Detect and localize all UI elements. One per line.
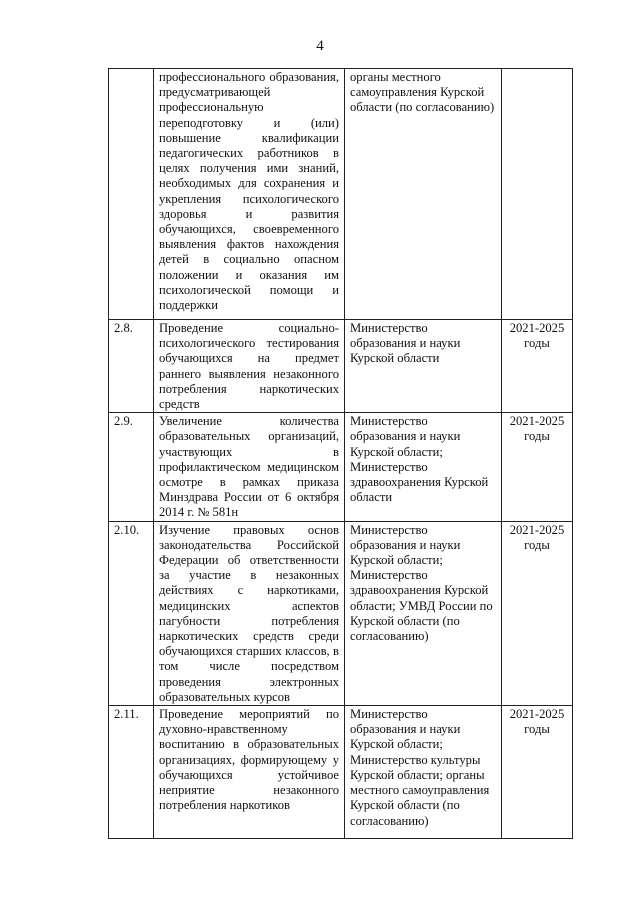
implementation-period: 2021-2025 годы	[502, 413, 573, 521]
implementation-period: 2021-2025 годы	[502, 521, 573, 705]
measure-description: профессионального образования, предусматривающей профессиональную переподготовку и (или) повышение квалификации педагогических работников в целях получения ими знаний, необходимых для сохранения и укрепления психологического здоровья и развития обучающихся, своевременного выявления фактов нахождения детей в социально опасном положении и оказания им психологической помощи и поддержки	[154, 69, 345, 320]
measure-description: Увеличение количества образовательных организаций, участвующих в профилактическом медицинском осмотре в рамках приказа Минздрава России от 6 октября 2014 г. № 581н	[154, 413, 345, 521]
page-number: 4	[316, 38, 324, 54]
table-row	[109, 320, 573, 413]
row-number: 2.8.	[109, 320, 154, 413]
table-row	[109, 69, 573, 320]
table-row	[109, 413, 573, 521]
implementation-period: 2021-2025 годы	[502, 320, 573, 413]
measure-description: Проведение социально-психологического тестирования обучающихся на предмет раннего выявления незаконного потребления наркотических средств	[154, 320, 345, 413]
row-number	[109, 69, 154, 320]
implementation-period	[502, 69, 573, 320]
implementation-period: 2021-2025 годы	[502, 706, 573, 839]
responsible-executors: Министерство образования и науки Курской области; Министерство здравоохранения Курской области; УМВД России по Курской области (по согласованию)	[345, 521, 502, 705]
table-row	[109, 521, 573, 705]
measure-description: Проведение мероприятий по духовно-нравственному воспитанию в образовательных организациях, формирующему у обучающихся устойчивое неприятие незаконного потребления наркотиков	[154, 706, 345, 839]
table-row	[109, 706, 573, 839]
measure-description: Изучение правовых основ законодательства Российской Федерации об ответственности за участие в незаконных действиях с наркотиками, медицинских аспектов пагубности потребления наркотических средств среди обучающихся старших классов, в том числе посредством проведения электронных образовательных курсов	[154, 521, 345, 705]
row-number: 2.11.	[109, 706, 154, 839]
row-number: 2.10.	[109, 521, 154, 705]
responsible-executors: Министерство образования и науки Курской области; Министерство культуры Курской области; органы местного самоуправления Курской области (по согласованию)	[345, 706, 502, 839]
responsible-executors: Министерство образования и науки Курской области	[345, 320, 502, 413]
row-number: 2.9.	[109, 413, 154, 521]
measures-table	[108, 68, 573, 839]
responsible-executors: органы местного самоуправления Курской области (по согласованию)	[345, 69, 502, 320]
responsible-executors: Министерство образования и науки Курской области; Министерство здравоохранения Курской области	[345, 413, 502, 521]
